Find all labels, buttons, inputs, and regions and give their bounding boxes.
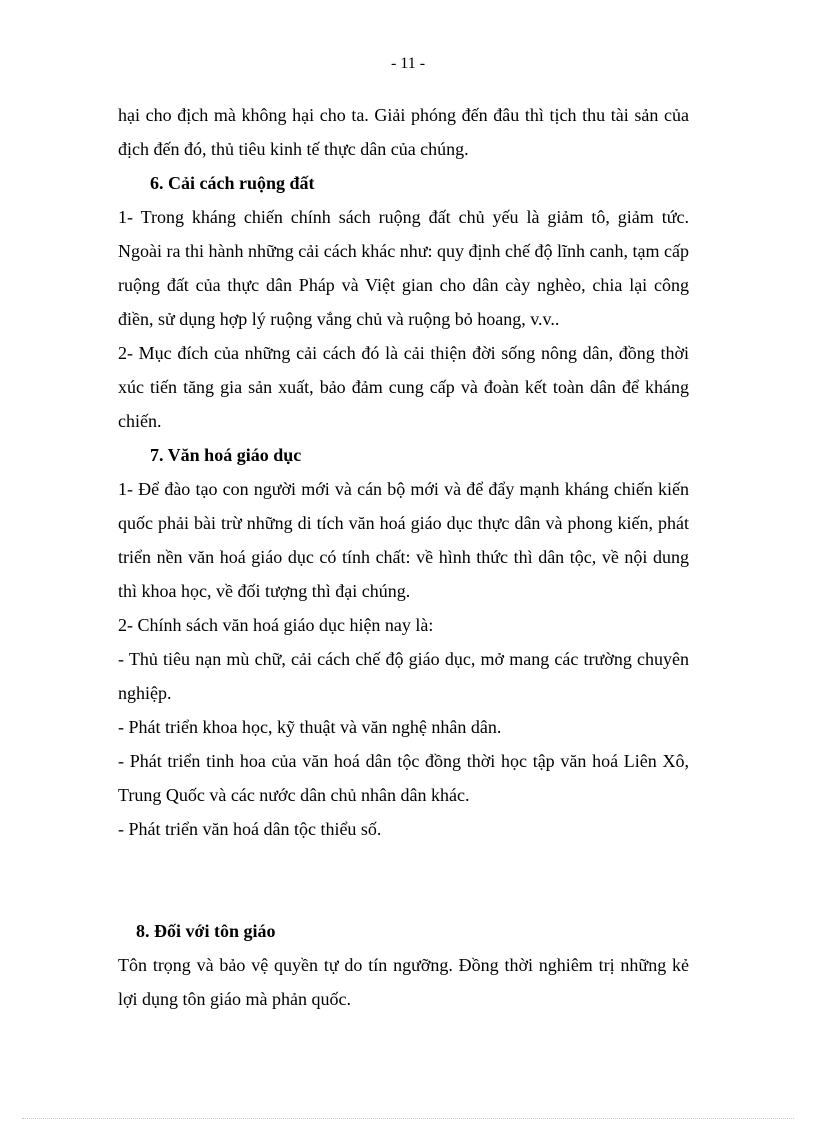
section-8-heading: 8. Đối với tôn giáo [136,921,276,941]
section-8-paragraph-1: Tôn trọng và bảo vệ quyền tự do tín ngưỡng. Đồng thời nghiêm trị những kẻ lợi dụng tôn giáo mà phản quốc. [118,955,689,1009]
page-number: - 11 - [390,55,426,72]
section-6-heading: 6. Cải cách ruộng đất [150,173,315,193]
section-7-paragraph-2: 2- Chính sách văn hoá giáo dục hiện nay là: [118,615,434,635]
section-7-bullet-1: - Thủ tiêu nạn mù chữ, cải cách chế độ giáo dục, mở mang các trường chuyên nghiệp. [118,649,689,703]
section-6-paragraph-2: 2- Mục đích của những cải cách đó là cải thiện đời sống nông dân, đồng thời xúc tiến tăng gia sản xuất, bảo đảm cung cấp và đoàn kết toàn dân để kháng chiến. [118,343,689,431]
document-body [118,98,689,1016]
section-6-paragraph-1: 1- Trong kháng chiến chính sách ruộng đất chủ yếu là giảm tô, giảm tức. Ngoài ra thi hành những cải cách khác như: quy định chế độ lĩnh canh, tạm cấp ruộng đất của thực dân Pháp và Việt gian cho dân cày nghèo, chia lại công điền, sử dụng hợp lý ruộng vắng chủ và ruộng bỏ hoang, v.v.. [118,207,689,329]
section-7-bullet-3: - Phát triển tinh hoa của văn hoá dân tộc đồng thời học tập văn hoá Liên Xô, Trung Quốc và các nước dân chủ nhân dân khác. [118,751,689,805]
paragraph-intro: hại cho địch mà không hại cho ta. Giải phóng đến đâu thì tịch thu tài sản của địch đến đó, thủ tiêu kinh tế thực dân của chúng. [118,105,689,159]
section-7-paragraph-1: 1- Để đào tạo con người mới và cán bộ mới và để đẩy mạnh kháng chiến kiến quốc phải bài trừ những di tích văn hoá giáo dục thực dân và phong kiến, phát triển nền văn hoá giáo dục có tính chất: về hình thức thì dân tộc, về nội dung thì khoa học, về đối tượng thì đại chúng. [118,479,689,601]
section-7-bullet-4: - Phát triển văn hoá dân tộc thiểu số. [118,819,382,839]
section-7-bullet-2: - Phát triển khoa học, kỹ thuật và văn nghệ nhân dân. [118,717,502,737]
blank-space [118,846,689,914]
section-7-heading: 7. Văn hoá giáo dục [150,445,302,465]
page-bottom-border [22,1118,794,1119]
